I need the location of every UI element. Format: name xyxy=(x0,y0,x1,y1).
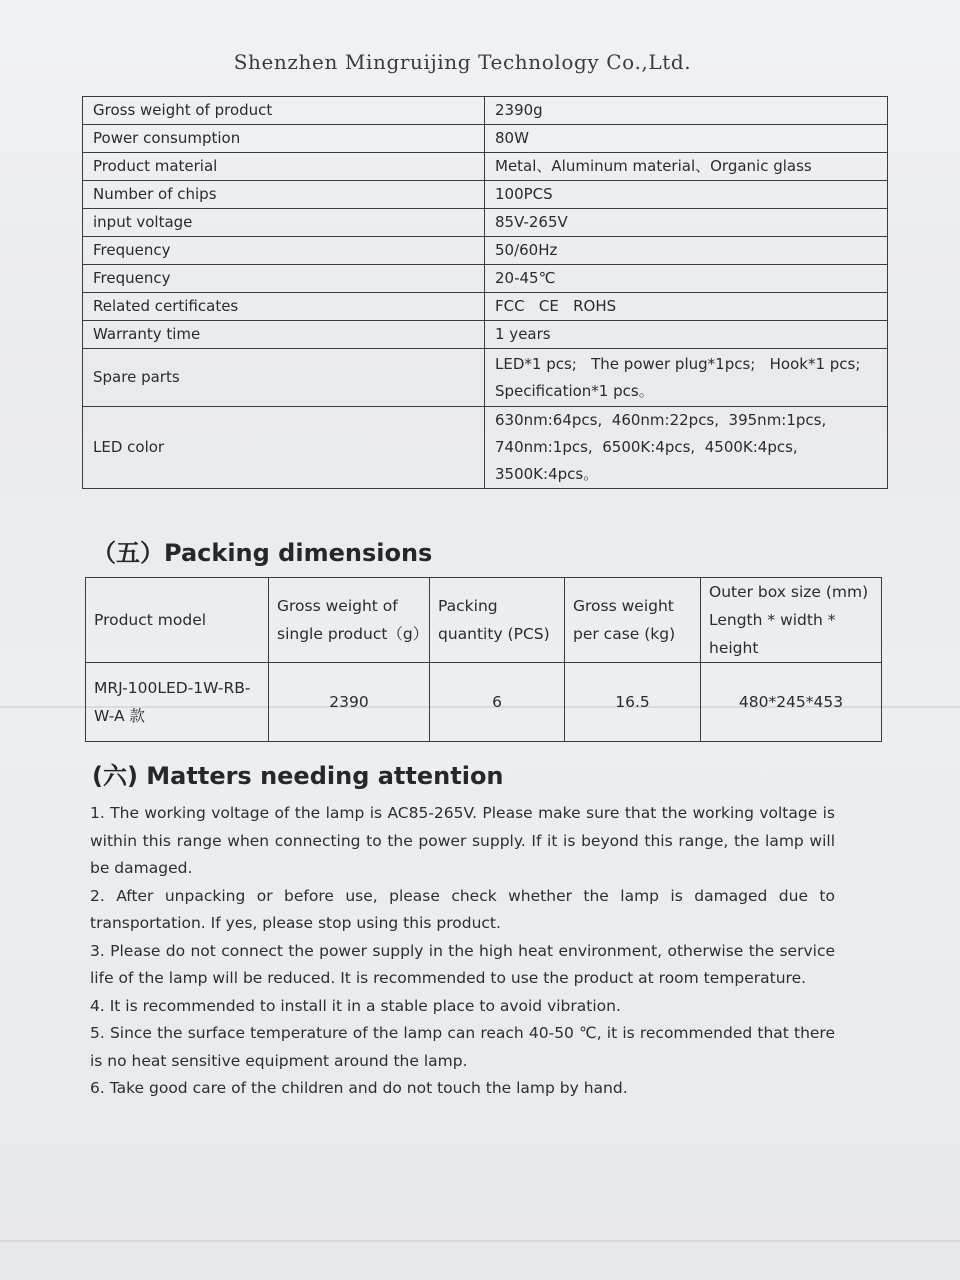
attention-item: 3. Please do not connect the power supply in the high heat environment, otherwise the service life of the lamp will be reduced. It is recommended to use the product at room temperature. xyxy=(90,941,835,987)
header-packing-quantity: Packing quantity (PCS) xyxy=(430,578,565,663)
attention-item: 1. The working voltage of the lamp is AC85-265V. Please make sure that the working voltage is within this range when connecting to the power supply. If it is beyond this range, the lamp will be damaged. xyxy=(90,804,835,877)
cell-gross-weight-case: 16.5 xyxy=(565,663,701,742)
attention-item: 4. It is recommended to install it in a stable place to avoid vibration. xyxy=(90,996,621,1015)
packing-data-row xyxy=(86,663,882,742)
attention-item: 6. Take good care of the children and do not touch the lamp by hand. xyxy=(90,1079,628,1097)
spec-label: Number of chips xyxy=(83,181,485,209)
header-product-model: Product model xyxy=(86,578,269,663)
spec-value: Metal、Aluminum material、Organic glass xyxy=(485,153,888,181)
spec-row xyxy=(83,181,888,209)
spec-label: Frequency xyxy=(83,265,485,293)
cell-outer-box-size: 480*245*453 xyxy=(701,663,882,742)
spec-table xyxy=(82,96,888,489)
spec-label: Power consumption xyxy=(83,125,485,153)
spec-label: Product material xyxy=(83,153,485,181)
cell-gross-weight-single: 2390 xyxy=(269,663,430,742)
spec-row xyxy=(83,209,888,237)
spec-row xyxy=(83,237,888,265)
spec-value: 80W xyxy=(485,125,888,153)
spec-row xyxy=(83,349,888,407)
header-gross-weight-single: Gross weight of single product（g） xyxy=(269,578,430,663)
spec-value: 85V-265V xyxy=(485,209,888,237)
spec-label: Frequency xyxy=(83,237,485,265)
spec-label: Spare parts xyxy=(83,349,485,407)
paper-fold-line xyxy=(0,1240,960,1242)
packing-table xyxy=(85,577,882,742)
header-outer-box-size: Outer box size (mm) Length * width * height xyxy=(701,578,882,663)
spec-row xyxy=(83,125,888,153)
spec-value: 50/60Hz xyxy=(485,237,888,265)
spec-label: Gross weight of product xyxy=(83,97,485,125)
spec-row xyxy=(83,321,888,349)
packing-heading: （五）Packing dimensions xyxy=(92,539,433,567)
cell-packing-quantity: 6 xyxy=(430,663,565,742)
company-name: Shenzhen Mingruijing Technology Co.,Ltd. xyxy=(233,50,692,74)
attention-list xyxy=(90,800,835,1103)
packing-header-row xyxy=(86,578,882,663)
spec-value: 100PCS xyxy=(485,181,888,209)
spec-value: LED*1 pcs; The power plug*1pcs; Hook*1 pcs; Specification*1 pcs。 xyxy=(485,349,888,407)
spec-label: input voltage xyxy=(83,209,485,237)
spec-label: LED color xyxy=(83,407,485,489)
spec-label: Warranty time xyxy=(83,321,485,349)
spec-row xyxy=(83,407,888,489)
spec-value: 2390g xyxy=(485,97,888,125)
spec-value: 20-45℃ xyxy=(485,265,888,293)
header-gross-weight-case: Gross weight per case (kg) xyxy=(565,578,701,663)
attention-item: 2. After unpacking or before use, please check whether the lamp is damaged due to transportation. If yes, please stop using this product. xyxy=(90,886,835,932)
attention-heading: (六) Matters needing attention xyxy=(92,762,504,790)
spec-value: 1 years xyxy=(485,321,888,349)
spec-label: Related certificates xyxy=(83,293,485,321)
spec-row xyxy=(83,265,888,293)
attention-item: 5. Since the surface temperature of the lamp can reach 40-50 ℃, it is recommended that there is no heat sensitive equipment around the lamp. xyxy=(90,1024,835,1070)
spec-row xyxy=(83,97,888,125)
spec-row xyxy=(83,153,888,181)
spec-row xyxy=(83,293,888,321)
cell-product-model: MRJ-100LED-1W-RB-W-A 款 xyxy=(86,663,269,742)
spec-value: FCC CE ROHS xyxy=(485,293,888,321)
spec-value: 630nm:64pcs, 460nm:22pcs, 395nm:1pcs, 740nm:1pcs, 6500K:4pcs, 4500K:4pcs, 3500K:4pcs。 xyxy=(485,407,888,489)
